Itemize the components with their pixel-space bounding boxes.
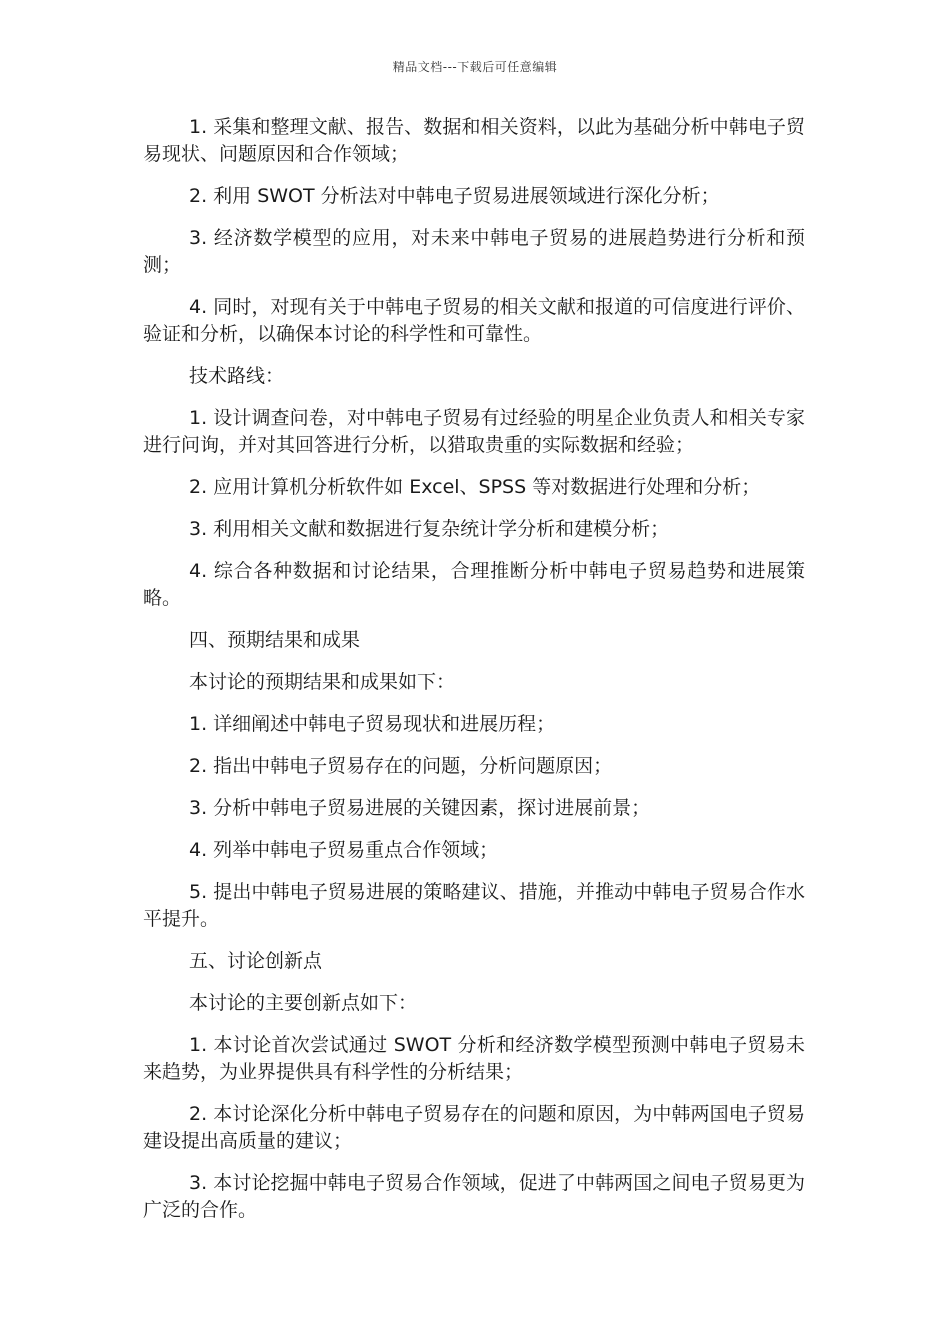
paragraph-route-2: 2. 应用计算机分析软件如 Excel、SPSS 等对数据进行处理和分析； [189,476,761,498]
paragraph-method-1: 1. 采集和整理文献、报告、数据和相关资料，以此为基础分析中韩电子贸易现状、问题原因和合作领域； [143,116,805,165]
section-heading-tech-route: 技术路线： [189,365,285,387]
section-heading-expected-results: 四、预期结果和成果 [189,629,361,651]
page-header: 精品文档---下载后可任意编辑 [392,60,558,74]
paragraph-route-1: 1. 设计调查问卷，对中韩电子贸易有过经验的明星企业负责人和相关专家进行问询，并对其回答进行分析，以猎取贵重的实际数据和经验； [143,407,805,456]
document-body [143,114,805,1239]
paragraph-result-2: 2. 指出中韩电子贸易存在的问题，分析问题原因； [189,755,613,777]
paragraph-innovation-intro: 本讨论的主要创新点如下： [189,992,418,1014]
paragraph-method-2: 2. 利用 SWOT 分析法对中韩电子贸易进展领域进行深化分析； [189,185,720,207]
paragraph-result-5: 5. 提出中韩电子贸易进展的策略建议、措施，并推动中韩电子贸易合作水平提升。 [143,881,805,930]
paragraph-results-intro: 本讨论的预期结果和成果如下： [189,671,456,693]
paragraph-result-3: 3. 分析中韩电子贸易进展的关键因素，探讨进展前景； [189,797,651,819]
paragraph-route-3: 3. 利用相关文献和数据进行复杂统计学分析和建模分析； [189,518,670,540]
paragraph-innovation-1: 1. 本讨论首次尝试通过 SWOT 分析和经济数学模型预测中韩电子贸易未来趋势，为业界提供具有科学性的分析结果； [143,1034,805,1083]
paragraph-result-1: 1. 详细阐述中韩电子贸易现状和进展历程； [189,713,556,735]
paragraph-method-4: 4. 同时，对现有关于中韩电子贸易的相关文献和报道的可信度进行评价、验证和分析，以确保本讨论的科学性和可靠性。 [143,296,805,345]
paragraph-result-4: 4. 列举中韩电子贸易重点合作领域； [189,839,499,861]
paragraph-method-3: 3. 经济数学模型的应用，对未来中韩电子贸易的进展趋势进行分析和预测； [143,227,805,276]
paragraph-innovation-2: 2. 本讨论深化分析中韩电子贸易存在的问题和原因，为中韩两国电子贸易建设提出高质量的建议； [143,1103,805,1152]
paragraph-route-4: 4. 综合各种数据和讨论结果，合理推断分析中韩电子贸易趋势和进展策略。 [143,560,805,609]
paragraph-innovation-3: 3. 本讨论挖掘中韩电子贸易合作领域，促进了中韩两国之间电子贸易更为广泛的合作。 [143,1172,805,1221]
section-heading-innovation: 五、讨论创新点 [189,950,323,972]
